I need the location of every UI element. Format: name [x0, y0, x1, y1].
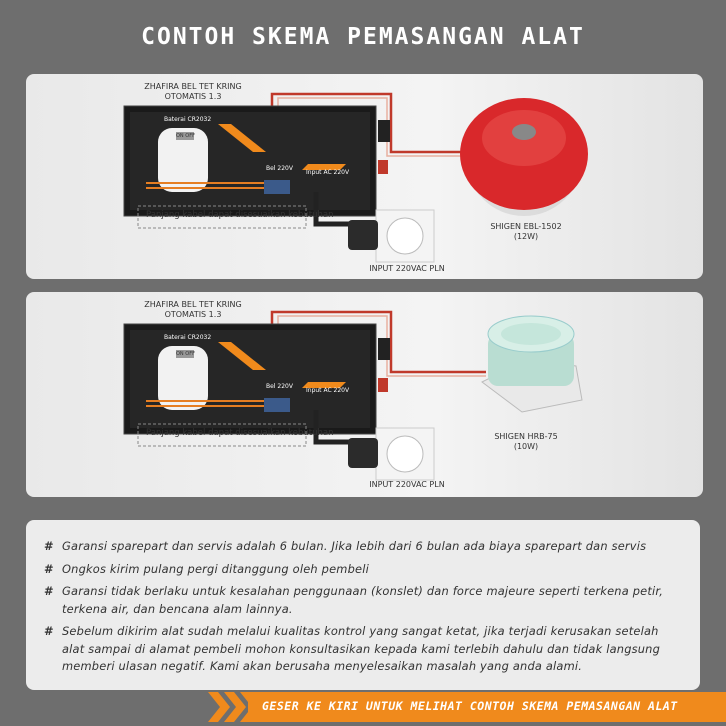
bell-label	[481, 222, 571, 242]
input-text: Input AC 220V	[306, 387, 350, 394]
schema-diagram-2	[26, 292, 703, 497]
device-label-line1: ZHAFIRA BEL TET KRING	[144, 300, 242, 309]
bell-label	[481, 432, 571, 452]
bell-power: (12W)	[513, 232, 539, 241]
schema-diagram-1	[26, 74, 703, 279]
bell-name: SHIGEN HRB-75	[494, 432, 558, 441]
note-text: Sebelum dikirim alat sudah melalui kualitas kontrol yang sangat ketat, jika terjadi kerusakan setelah alat sampai di alamat pembeli mohon konsultasikan kepada kami terlebih dahulu dan tidak langsung memberi ulasan negatif. Kami akan berusaha menyelesaikan masalah yang anda alami.	[62, 624, 661, 673]
schema-panel-1	[26, 74, 703, 279]
bel-text: Bel 220V	[266, 383, 293, 390]
list-item	[44, 538, 680, 556]
list-item	[44, 583, 680, 618]
bell-name: SHIGEN EBL-1502	[490, 222, 562, 231]
bullet-hash: #	[44, 624, 54, 638]
plug-label: INPUT 220VAC PLN	[369, 264, 445, 273]
device-label	[138, 300, 248, 320]
bullet-hash: #	[44, 561, 54, 576]
page-title: CONTOH SKEMA PEMASANGAN ALAT	[141, 24, 585, 50]
list-item	[44, 561, 680, 579]
device-label-line2: OTOMATIS 1.3	[164, 310, 222, 319]
baterai-text: Baterai CR2032	[164, 116, 212, 123]
list-item	[44, 623, 680, 676]
schema-panel-2	[26, 292, 703, 497]
notes-list	[26, 520, 700, 676]
device-label-line1: ZHAFIRA BEL TET KRING	[144, 82, 242, 91]
note-text: Ongkos kirim pulang pergi ditanggung oleh pembeli	[62, 561, 369, 576]
banner-text: GESER KE KIRI UNTUK MELIHAT CONTOH SKEMA PEMASANGAN ALAT	[262, 699, 678, 713]
cable-note: Panjang kabel dapat disesuaikan kebutuhan	[146, 210, 334, 220]
note-text: Garansi tidak berlaku untuk kesalahan penggunaan (konslet) dan force majeure seperti terkena petir, terkena air, dan bencana alam lainnya.	[62, 584, 664, 616]
cable-note: Panjang kabel dapat disesuaikan kebutuhan	[146, 428, 334, 438]
switch-text: ON OFF	[176, 351, 195, 357]
device-label-line2: OTOMATIS 1.3	[164, 92, 222, 101]
device-label	[138, 82, 248, 102]
bullet-hash: #	[44, 539, 54, 553]
bell-power: (10W)	[513, 442, 539, 451]
switch-text: ON OFF	[176, 133, 195, 139]
bel-text: Bel 220V	[266, 165, 293, 172]
notes-panel	[26, 520, 700, 690]
baterai-text: Baterai CR2032	[164, 334, 212, 341]
note-text: Garansi sparepart dan servis adalah 6 bulan. Jika lebih dari 6 bulan ada biaya sparepart dan servis	[62, 539, 647, 553]
plug-label: INPUT 220VAC PLN	[369, 480, 445, 489]
input-text: Input AC 220V	[306, 169, 350, 176]
swipe-banner[interactable]	[208, 692, 726, 722]
bullet-hash: #	[44, 584, 54, 598]
